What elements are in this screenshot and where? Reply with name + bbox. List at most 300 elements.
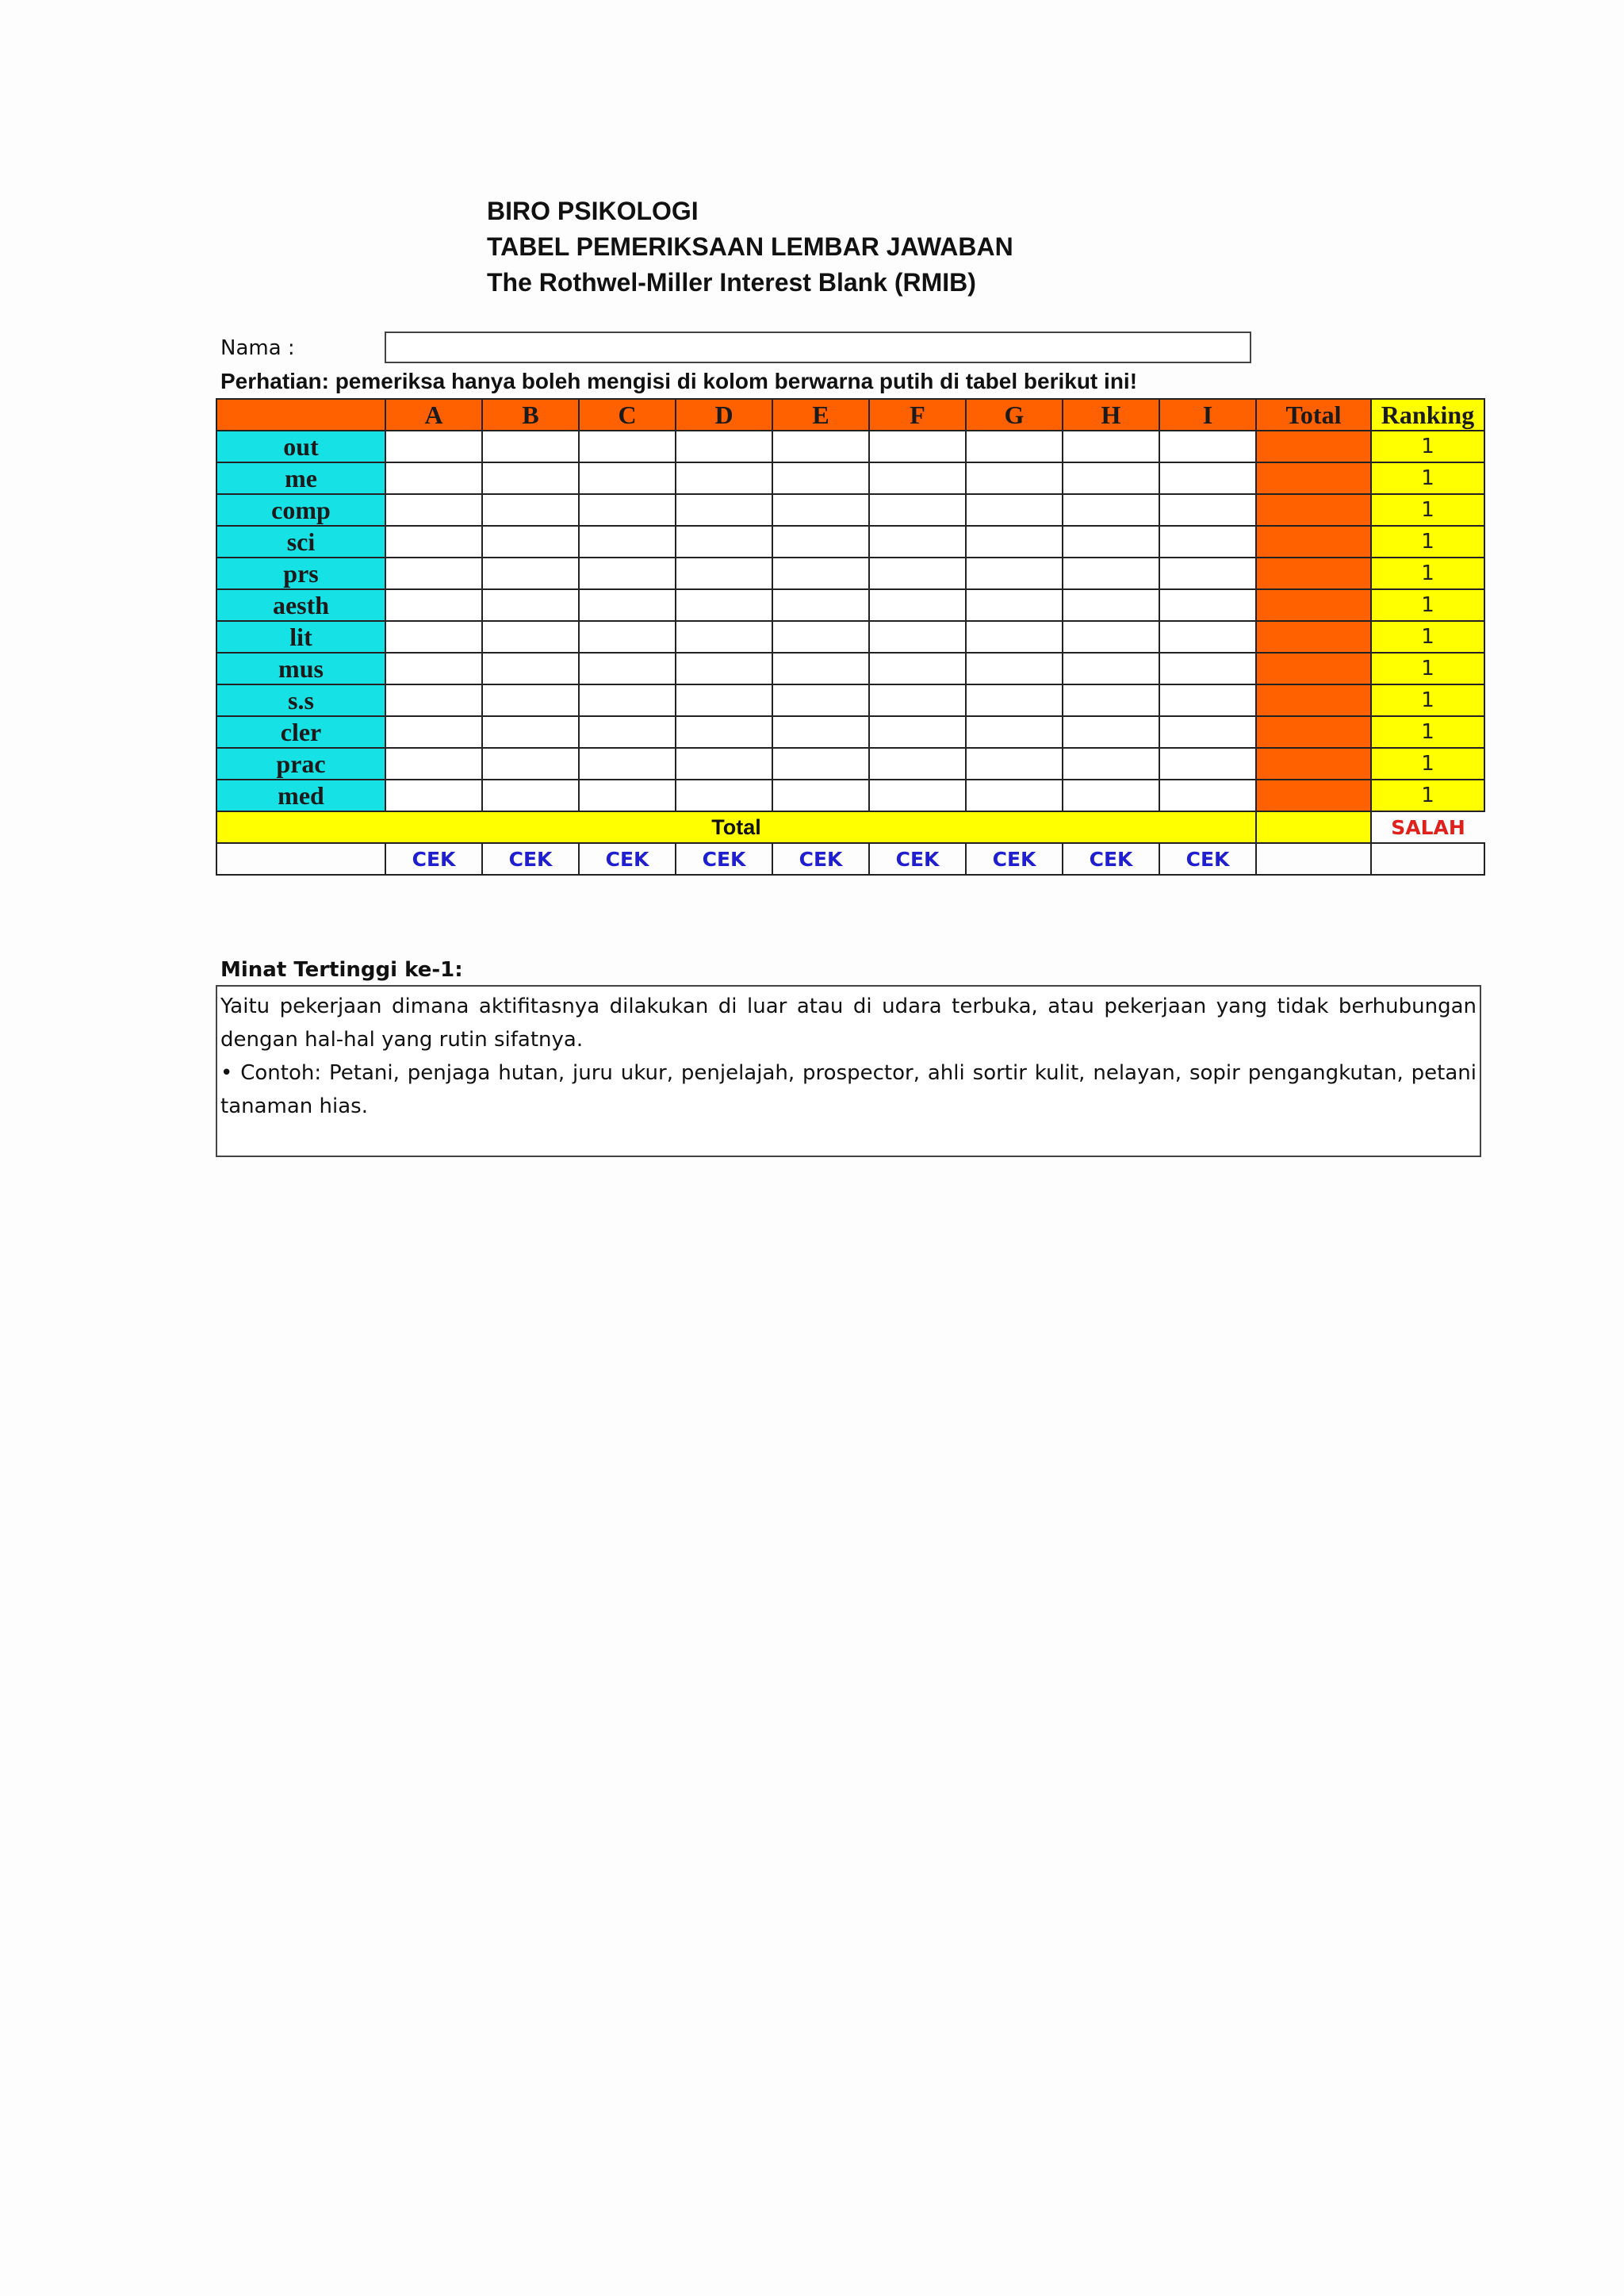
score-input[interactable] bbox=[483, 749, 578, 779]
score-input[interactable] bbox=[580, 558, 675, 588]
score-input[interactable] bbox=[676, 685, 772, 715]
score-input[interactable] bbox=[870, 527, 965, 557]
score-input[interactable] bbox=[773, 463, 868, 493]
score-input[interactable] bbox=[773, 527, 868, 557]
table-total-row bbox=[216, 811, 1484, 843]
score-input[interactable] bbox=[1063, 495, 1159, 525]
score-input[interactable] bbox=[870, 558, 965, 588]
score-input[interactable] bbox=[870, 431, 965, 462]
score-cell-a bbox=[385, 462, 482, 494]
score-input[interactable] bbox=[967, 558, 1062, 588]
table-row bbox=[216, 684, 1484, 716]
check-row-spacer bbox=[1256, 843, 1371, 875]
score-cell-f bbox=[869, 653, 966, 684]
minat-paragraph-1: Yaitu pekerjaan dimana aktifitasnya dilakukan di luar atau di udara terbuka, atau pekerjaan yang tidak berhubungan dengan hal-hal yang rutin sifatnya. bbox=[220, 995, 1477, 1052]
row-total-cell bbox=[1256, 780, 1371, 811]
score-input[interactable] bbox=[676, 717, 772, 747]
column-header-h: H bbox=[1063, 399, 1159, 431]
score-cell-b bbox=[482, 621, 579, 653]
score-cell-e bbox=[772, 558, 869, 589]
header-line-3: The Rothwel-Miller Interest Blank (RMIB) bbox=[487, 268, 976, 297]
score-input[interactable] bbox=[1160, 495, 1255, 525]
table-row bbox=[216, 748, 1484, 780]
score-cell-b bbox=[482, 716, 579, 748]
score-input[interactable] bbox=[1160, 590, 1255, 620]
score-input[interactable] bbox=[1160, 527, 1255, 557]
score-cell-h bbox=[1063, 462, 1159, 494]
score-cell-b bbox=[482, 494, 579, 526]
row-ranking-cell: 1 bbox=[1371, 621, 1484, 653]
score-cell-g bbox=[966, 431, 1063, 462]
score-cell-e bbox=[772, 462, 869, 494]
score-cell-e bbox=[772, 431, 869, 462]
score-input[interactable] bbox=[483, 463, 578, 493]
score-input[interactable] bbox=[386, 654, 481, 684]
score-input[interactable] bbox=[580, 717, 675, 747]
footer-total-sum bbox=[1256, 811, 1371, 843]
score-cell-i bbox=[1159, 494, 1256, 526]
score-cell-d bbox=[676, 780, 772, 811]
score-input[interactable] bbox=[1063, 590, 1159, 620]
score-input[interactable] bbox=[967, 590, 1062, 620]
score-input[interactable] bbox=[580, 654, 675, 684]
score-input[interactable] bbox=[773, 622, 868, 652]
column-header-b: B bbox=[482, 399, 579, 431]
score-cell-c bbox=[579, 431, 676, 462]
score-cell-a bbox=[385, 431, 482, 462]
corner-cell bbox=[216, 399, 385, 431]
notice-text: Perhatian: pemeriksa hanya boleh mengisi di kolom berwarna putih di tabel berikut ini! bbox=[220, 369, 1138, 393]
score-cell-e bbox=[772, 716, 869, 748]
score-input[interactable] bbox=[870, 717, 965, 747]
score-cell-g bbox=[966, 462, 1063, 494]
score-input[interactable] bbox=[1063, 431, 1159, 462]
score-input[interactable] bbox=[580, 685, 675, 715]
score-cell-g bbox=[966, 494, 1063, 526]
score-cell-c bbox=[579, 653, 676, 684]
row-label-med: med bbox=[216, 780, 385, 811]
score-cell-f bbox=[869, 462, 966, 494]
score-input[interactable] bbox=[676, 431, 772, 462]
table-row bbox=[216, 621, 1484, 653]
score-cell-d bbox=[676, 653, 772, 684]
column-header-i: I bbox=[1159, 399, 1256, 431]
check-label-c: CEK bbox=[579, 843, 676, 875]
score-cell-e bbox=[772, 589, 869, 621]
score-input[interactable] bbox=[1160, 749, 1255, 779]
score-cell-e bbox=[772, 684, 869, 716]
score-input[interactable] bbox=[1063, 558, 1159, 588]
score-input[interactable] bbox=[773, 495, 868, 525]
score-input[interactable] bbox=[967, 431, 1062, 462]
score-cell-a bbox=[385, 780, 482, 811]
row-total-cell bbox=[1256, 526, 1371, 558]
minat-description-box bbox=[216, 985, 1481, 1157]
table-row bbox=[216, 558, 1484, 589]
score-cell-e bbox=[772, 621, 869, 653]
score-cell-c bbox=[579, 748, 676, 780]
score-cell-i bbox=[1159, 653, 1256, 684]
score-input[interactable] bbox=[870, 463, 965, 493]
header-line-2: TABEL PEMERIKSAAN LEMBAR JAWABAN bbox=[487, 232, 1013, 261]
score-cell-a bbox=[385, 653, 482, 684]
score-input[interactable] bbox=[967, 527, 1062, 557]
score-cell-h bbox=[1063, 684, 1159, 716]
score-cell-a bbox=[385, 621, 482, 653]
row-label-mus: mus bbox=[216, 653, 385, 684]
score-cell-f bbox=[869, 684, 966, 716]
score-cell-c bbox=[579, 780, 676, 811]
footer-total-label: Total bbox=[216, 811, 1256, 843]
score-input[interactable] bbox=[676, 590, 772, 620]
header-line-1: BIRO PSIKOLOGI bbox=[487, 197, 699, 225]
score-cell-b bbox=[482, 462, 579, 494]
score-cell-c bbox=[579, 589, 676, 621]
check-row bbox=[216, 843, 1484, 875]
score-cell-d bbox=[676, 558, 772, 589]
check-row-spacer bbox=[1371, 843, 1484, 875]
score-input[interactable] bbox=[1160, 654, 1255, 684]
score-input[interactable] bbox=[870, 780, 965, 811]
row-ranking-cell: 1 bbox=[1371, 589, 1484, 621]
check-label-b: CEK bbox=[482, 843, 579, 875]
score-cell-i bbox=[1159, 462, 1256, 494]
score-input[interactable] bbox=[773, 431, 868, 462]
table-row bbox=[216, 526, 1484, 558]
score-cell-d bbox=[676, 462, 772, 494]
score-cell-f bbox=[869, 558, 966, 589]
score-cell-i bbox=[1159, 748, 1256, 780]
score-input[interactable] bbox=[967, 463, 1062, 493]
score-input[interactable] bbox=[1063, 685, 1159, 715]
score-input[interactable] bbox=[580, 590, 675, 620]
row-total-cell bbox=[1256, 589, 1371, 621]
score-cell-i bbox=[1159, 684, 1256, 716]
score-input[interactable] bbox=[1063, 749, 1159, 779]
score-cell-f bbox=[869, 621, 966, 653]
score-input[interactable] bbox=[676, 495, 772, 525]
score-cell-f bbox=[869, 494, 966, 526]
score-input[interactable] bbox=[1063, 527, 1159, 557]
score-input[interactable] bbox=[1160, 558, 1255, 588]
score-input[interactable] bbox=[676, 558, 772, 588]
row-total-cell bbox=[1256, 494, 1371, 526]
score-cell-a bbox=[385, 748, 482, 780]
nama-input[interactable] bbox=[385, 332, 1251, 363]
score-cell-g bbox=[966, 526, 1063, 558]
score-cell-g bbox=[966, 748, 1063, 780]
score-cell-a bbox=[385, 589, 482, 621]
row-ranking-cell: 1 bbox=[1371, 716, 1484, 748]
row-total-cell bbox=[1256, 431, 1371, 462]
score-cell-f bbox=[869, 716, 966, 748]
score-cell-i bbox=[1159, 716, 1256, 748]
score-cell-g bbox=[966, 780, 1063, 811]
score-cell-h bbox=[1063, 494, 1159, 526]
score-input[interactable] bbox=[483, 780, 578, 811]
score-cell-a bbox=[385, 684, 482, 716]
score-cell-h bbox=[1063, 716, 1159, 748]
column-header-f: F bbox=[869, 399, 966, 431]
check-label-a: CEK bbox=[385, 843, 482, 875]
score-input[interactable] bbox=[580, 463, 675, 493]
score-cell-b bbox=[482, 431, 579, 462]
score-cell-g bbox=[966, 621, 1063, 653]
score-cell-c bbox=[579, 526, 676, 558]
check-label-h: CEK bbox=[1063, 843, 1159, 875]
score-input[interactable] bbox=[967, 622, 1062, 652]
score-input[interactable] bbox=[483, 495, 578, 525]
score-input[interactable] bbox=[1063, 780, 1159, 811]
score-input[interactable] bbox=[870, 495, 965, 525]
score-cell-c bbox=[579, 462, 676, 494]
score-input[interactable] bbox=[386, 431, 481, 462]
column-header-c: C bbox=[579, 399, 676, 431]
score-cell-i bbox=[1159, 558, 1256, 589]
score-input[interactable] bbox=[676, 527, 772, 557]
score-cell-b bbox=[482, 558, 579, 589]
score-input[interactable] bbox=[1063, 654, 1159, 684]
score-input[interactable] bbox=[580, 431, 675, 462]
score-input[interactable] bbox=[386, 495, 481, 525]
score-input[interactable] bbox=[1063, 717, 1159, 747]
score-cell-b bbox=[482, 684, 579, 716]
rmib-score-table bbox=[216, 398, 1485, 876]
row-label-out: out bbox=[216, 431, 385, 462]
table-row bbox=[216, 780, 1484, 811]
row-label-comp: comp bbox=[216, 494, 385, 526]
score-input[interactable] bbox=[773, 780, 868, 811]
score-cell-f bbox=[869, 526, 966, 558]
row-ranking-cell: 1 bbox=[1371, 462, 1484, 494]
check-label-f: CEK bbox=[869, 843, 966, 875]
document-header bbox=[487, 194, 1013, 301]
row-total-cell bbox=[1256, 621, 1371, 653]
table-body bbox=[216, 399, 1484, 875]
score-cell-i bbox=[1159, 589, 1256, 621]
row-total-cell bbox=[1256, 462, 1371, 494]
score-input[interactable] bbox=[1160, 717, 1255, 747]
score-input[interactable] bbox=[483, 431, 578, 462]
score-cell-e bbox=[772, 526, 869, 558]
score-input[interactable] bbox=[386, 527, 481, 557]
score-cell-c bbox=[579, 716, 676, 748]
score-input[interactable] bbox=[386, 780, 481, 811]
row-ranking-cell: 1 bbox=[1371, 684, 1484, 716]
minat-title: Minat Tertinggi ke-1: bbox=[220, 958, 463, 982]
score-cell-e bbox=[772, 653, 869, 684]
table-row bbox=[216, 716, 1484, 748]
score-cell-b bbox=[482, 780, 579, 811]
score-input[interactable] bbox=[773, 654, 868, 684]
score-input[interactable] bbox=[483, 527, 578, 557]
check-row-spacer bbox=[216, 843, 385, 875]
score-input[interactable] bbox=[676, 749, 772, 779]
row-ranking-cell: 1 bbox=[1371, 431, 1484, 462]
score-input[interactable] bbox=[386, 590, 481, 620]
check-label-i: CEK bbox=[1159, 843, 1256, 875]
score-input[interactable] bbox=[870, 654, 965, 684]
row-total-cell bbox=[1256, 684, 1371, 716]
column-header-g: G bbox=[966, 399, 1063, 431]
table-header-row bbox=[216, 399, 1484, 431]
score-input[interactable] bbox=[1063, 622, 1159, 652]
score-cell-b bbox=[482, 748, 579, 780]
score-cell-b bbox=[482, 589, 579, 621]
row-label-sci: sci bbox=[216, 526, 385, 558]
score-input[interactable] bbox=[967, 654, 1062, 684]
score-input[interactable] bbox=[676, 780, 772, 811]
score-input[interactable] bbox=[386, 717, 481, 747]
score-cell-h bbox=[1063, 558, 1159, 589]
score-cell-d bbox=[676, 526, 772, 558]
check-label-d: CEK bbox=[676, 843, 772, 875]
row-ranking-cell: 1 bbox=[1371, 558, 1484, 589]
score-cell-i bbox=[1159, 621, 1256, 653]
score-input[interactable] bbox=[1160, 622, 1255, 652]
row-ranking-cell: 1 bbox=[1371, 526, 1484, 558]
row-label-cler: cler bbox=[216, 716, 385, 748]
score-cell-a bbox=[385, 494, 482, 526]
score-cell-h bbox=[1063, 748, 1159, 780]
score-input[interactable] bbox=[773, 685, 868, 715]
score-cell-f bbox=[869, 431, 966, 462]
score-cell-a bbox=[385, 558, 482, 589]
table-row bbox=[216, 589, 1484, 621]
score-cell-i bbox=[1159, 780, 1256, 811]
score-input[interactable] bbox=[870, 590, 965, 620]
column-header-ranking: Ranking bbox=[1371, 399, 1484, 431]
score-cell-i bbox=[1159, 431, 1256, 462]
score-input[interactable] bbox=[386, 685, 481, 715]
score-cell-d bbox=[676, 621, 772, 653]
row-ranking-cell: 1 bbox=[1371, 494, 1484, 526]
score-cell-a bbox=[385, 526, 482, 558]
score-cell-d bbox=[676, 431, 772, 462]
score-cell-h bbox=[1063, 653, 1159, 684]
score-cell-h bbox=[1063, 621, 1159, 653]
score-cell-b bbox=[482, 526, 579, 558]
score-input[interactable] bbox=[483, 717, 578, 747]
score-input[interactable] bbox=[580, 749, 675, 779]
score-cell-d bbox=[676, 748, 772, 780]
row-label-prac: prac bbox=[216, 748, 385, 780]
row-total-cell bbox=[1256, 558, 1371, 589]
column-header-d: D bbox=[676, 399, 772, 431]
score-input[interactable] bbox=[483, 685, 578, 715]
score-input[interactable] bbox=[1160, 780, 1255, 811]
score-input[interactable] bbox=[386, 749, 481, 779]
row-label-me: me bbox=[216, 462, 385, 494]
score-input[interactable] bbox=[967, 495, 1062, 525]
score-input[interactable] bbox=[773, 590, 868, 620]
row-total-cell bbox=[1256, 716, 1371, 748]
score-cell-h bbox=[1063, 780, 1159, 811]
score-cell-c bbox=[579, 494, 676, 526]
check-label-e: CEK bbox=[772, 843, 869, 875]
score-input[interactable] bbox=[580, 495, 675, 525]
score-input[interactable] bbox=[386, 558, 481, 588]
score-input[interactable] bbox=[676, 622, 772, 652]
score-cell-g bbox=[966, 558, 1063, 589]
score-input[interactable] bbox=[386, 463, 481, 493]
score-cell-d bbox=[676, 684, 772, 716]
score-cell-h bbox=[1063, 431, 1159, 462]
score-cell-e bbox=[772, 780, 869, 811]
score-input[interactable] bbox=[580, 527, 675, 557]
score-cell-h bbox=[1063, 589, 1159, 621]
row-ranking-cell: 1 bbox=[1371, 780, 1484, 811]
minat-paragraph-2: • Contoh: Petani, penjaga hutan, juru ukur, penjelajah, prospector, ahli sortir kulit, nelayan, sopir pengangkutan, petani tanaman hias. bbox=[220, 1061, 1477, 1118]
score-input[interactable] bbox=[483, 590, 578, 620]
score-cell-c bbox=[579, 684, 676, 716]
score-cell-c bbox=[579, 621, 676, 653]
score-input[interactable] bbox=[773, 558, 868, 588]
score-cell-g bbox=[966, 716, 1063, 748]
score-input[interactable] bbox=[1160, 431, 1255, 462]
table-row bbox=[216, 494, 1484, 526]
row-total-cell bbox=[1256, 748, 1371, 780]
score-cell-c bbox=[579, 558, 676, 589]
score-input[interactable] bbox=[773, 717, 868, 747]
score-cell-e bbox=[772, 494, 869, 526]
score-cell-g bbox=[966, 653, 1063, 684]
score-cell-f bbox=[869, 780, 966, 811]
score-input[interactable] bbox=[773, 749, 868, 779]
score-input[interactable] bbox=[580, 780, 675, 811]
score-input[interactable] bbox=[1160, 463, 1255, 493]
score-input[interactable] bbox=[967, 749, 1062, 779]
score-input[interactable] bbox=[483, 654, 578, 684]
score-input[interactable] bbox=[386, 622, 481, 652]
score-cell-g bbox=[966, 589, 1063, 621]
score-input[interactable] bbox=[870, 622, 965, 652]
score-input[interactable] bbox=[1160, 685, 1255, 715]
row-label-prs: prs bbox=[216, 558, 385, 589]
score-cell-d bbox=[676, 716, 772, 748]
score-input[interactable] bbox=[676, 654, 772, 684]
column-header-e: E bbox=[772, 399, 869, 431]
table-row bbox=[216, 653, 1484, 684]
row-ranking-cell: 1 bbox=[1371, 748, 1484, 780]
score-cell-h bbox=[1063, 526, 1159, 558]
score-cell-i bbox=[1159, 526, 1256, 558]
score-cell-f bbox=[869, 589, 966, 621]
score-input[interactable] bbox=[676, 463, 772, 493]
score-input[interactable] bbox=[967, 717, 1062, 747]
score-cell-f bbox=[869, 748, 966, 780]
table-row bbox=[216, 462, 1484, 494]
score-input[interactable] bbox=[967, 780, 1062, 811]
status-label: SALAH bbox=[1391, 815, 1465, 839]
column-header-total: Total bbox=[1256, 399, 1371, 431]
score-input[interactable] bbox=[870, 749, 965, 779]
score-input[interactable] bbox=[483, 622, 578, 652]
nama-label: Nama : bbox=[220, 336, 295, 360]
score-cell-d bbox=[676, 494, 772, 526]
score-input[interactable] bbox=[483, 558, 578, 588]
score-cell-b bbox=[482, 653, 579, 684]
row-label-lit: lit bbox=[216, 621, 385, 653]
score-input[interactable] bbox=[1063, 463, 1159, 493]
row-label-ss: s.s bbox=[216, 684, 385, 716]
score-input[interactable] bbox=[967, 685, 1062, 715]
row-total-cell bbox=[1256, 653, 1371, 684]
score-input[interactable] bbox=[580, 622, 675, 652]
check-label-g: CEK bbox=[966, 843, 1063, 875]
score-input[interactable] bbox=[870, 685, 965, 715]
column-header-a: A bbox=[385, 399, 482, 431]
